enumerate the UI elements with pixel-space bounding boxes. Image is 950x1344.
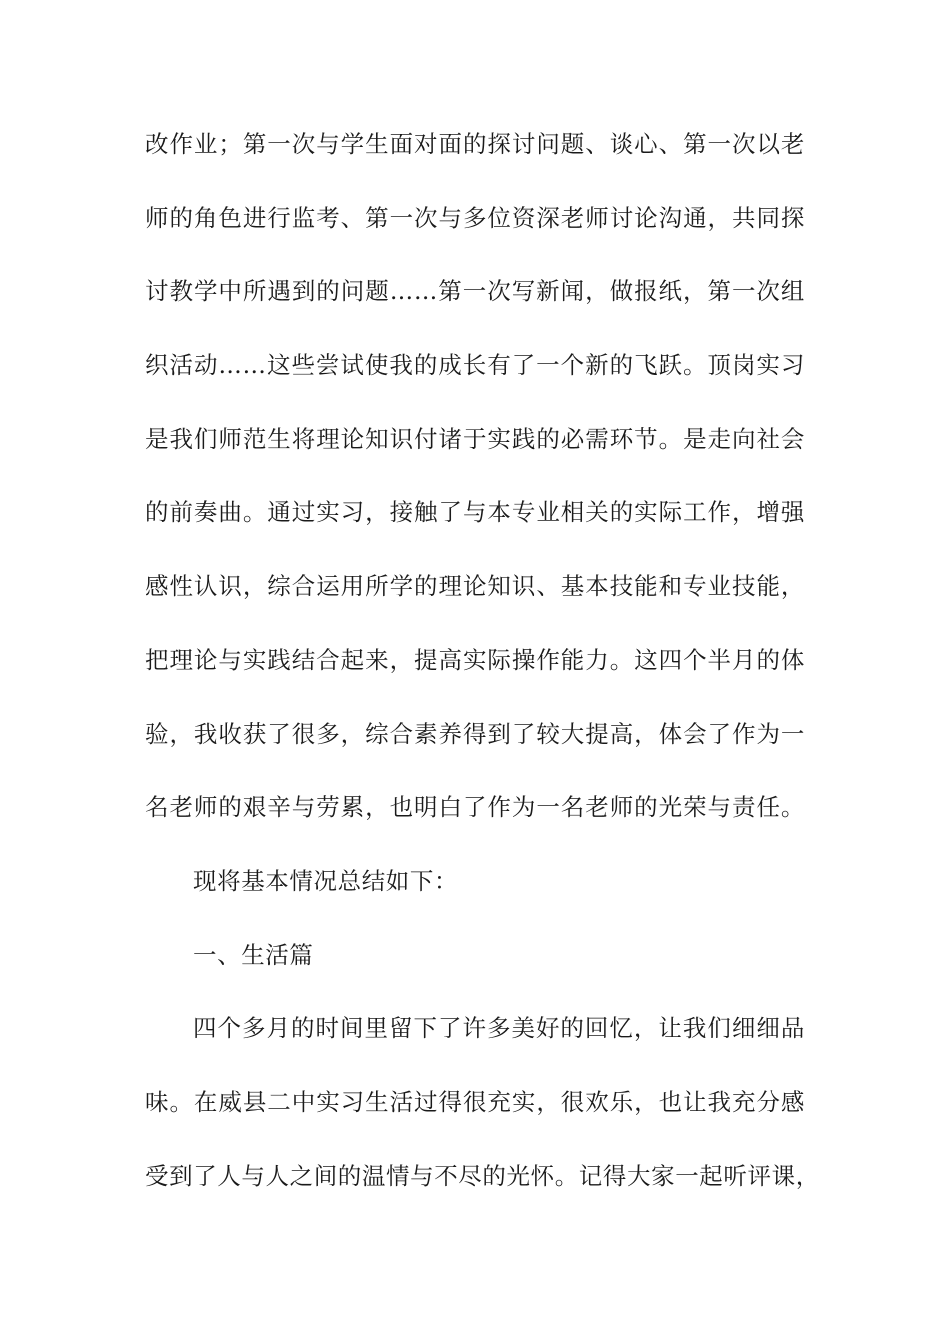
text-line: 改作业；第一次与学生面对面的探讨问题、谈心、第一次以老 (145, 130, 805, 158)
text-line: 师的角色进行监考、第一次与多位资深老师讨论沟通，共同探 (145, 203, 805, 232)
text-line: 把理论与实践结合起来，提高实际操作能力。这四个半月的体 (145, 645, 805, 674)
text-line: 受到了人与人之间的温情与不尽的光怀。记得大家一起听评课， (145, 1161, 820, 1190)
section-intro: 现将基本情况总结如下： (193, 866, 459, 895)
text-line: 的前奏曲。通过实习，接触了与本专业相关的实际工作，增强 (145, 498, 805, 527)
document-body (145, 108, 820, 1213)
text-line: 名老师的艰辛与劳累，也明白了作为一名老师的光荣与责任。 (145, 793, 805, 822)
text-line: 味。在威县二中实习生活过得很充实，很欢乐，也让我充分感 (145, 1087, 805, 1116)
paragraph-start: 四个多月的时间里留下了许多美好的回忆，让我们细细品 (193, 1014, 805, 1043)
text-line: 织活动……这些尝试使我的成长有了一个新的飞跃。顶岗实习 (145, 351, 805, 380)
section-heading: 一、生活篇 (193, 940, 314, 969)
text-line: 验，我收获了很多，综合素养得到了较大提高，体会了作为一 (145, 719, 805, 748)
text-line: 是我们师范生将理论知识付诸于实践的必需环节。是走向社会 (145, 424, 805, 453)
text-line: 讨教学中所遇到的问题……第一次写新闻，做报纸，第一次组 (145, 277, 805, 306)
text-line: 感性认识，综合运用所学的理论知识、基本技能和专业技能， (145, 572, 805, 601)
